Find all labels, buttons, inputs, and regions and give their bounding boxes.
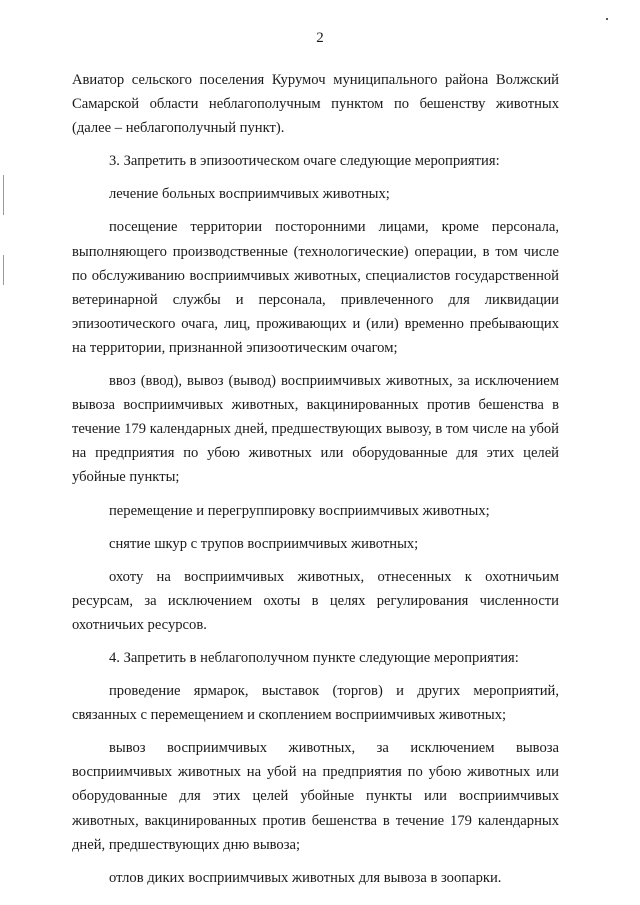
- paragraph-continuation: Авиатор сельского поселения Курумоч муниципального района Волжский Самарской области неблагополучным пунктом по бешенству животных (далее – неблагополучный пункт).: [72, 72, 559, 137]
- paragraph-prohibition-treatment: лечение больных восприимчивых животных;: [109, 186, 390, 203]
- paragraph-prohibition-import-export: ввоз (ввод), вывоз (вывод) восприимчивых животных, за исключением вывоза восприимчивых животных, вакцинированных против бешенства в течение 179 календарных дней, предшествующих вывозу, в том числе на убой на предприятия по убою животных или оборудованные для этих целей убойные пункты;: [72, 373, 559, 486]
- paragraph-prohibition-export: вывоз восприимчивых животных, за исключением вывоза восприимчивых животных на убой на предприятия по убою животных или оборудованные для этих целей убойные пункты или восприимчивых животных, вакцинированных против бешенства в течение 179 календарных дней, предшествующих дню вывоза;: [72, 740, 559, 853]
- document-body: [72, 68, 559, 899]
- paragraph-prohibition-skinning: снятие шкур с трупов восприимчивых животных;: [109, 535, 419, 552]
- page-number: 2: [316, 30, 324, 46]
- paragraph-prohibition-relocation: перемещение и перегруппировку восприимчивых животных;: [109, 502, 490, 519]
- scan-artifact-left: [3, 255, 4, 285]
- scan-artifact-left: [3, 175, 4, 215]
- paragraph-prohibition-capture: отлов диких восприимчивых животных для вывоза в зоопарки.: [109, 869, 502, 886]
- scan-artifact-dot: [606, 18, 608, 20]
- paragraph-item-4-heading: 4. Запретить в неблагополучном пункте следующие мероприятия:: [109, 649, 519, 666]
- paragraph-prohibition-visits: посещение территории посторонними лицами, кроме персонала, выполняющего производственные (технологические) операции, в том числе по обслуживанию восприимчивых животных, специалистов государственной ветеринарной службы и персонала, привлеченного для ликвидации эпизоотического очага, лиц, проживающих и (или) временно пребывающих на территории, признанной эпизоотическим очагом;: [72, 219, 559, 356]
- paragraph-prohibition-hunting: охоту на восприимчивых животных, отнесенных к охотничьим ресурсам, за исключением охоты в целях регулирования численности охотничьих ресурсов.: [72, 568, 559, 633]
- paragraph-item-3-heading: 3. Запретить в эпизоотическом очаге следующие мероприятия:: [109, 153, 500, 170]
- paragraph-prohibition-fairs: проведение ярмарок, выставок (торгов) и других мероприятий, связанных с перемещением и скоплением восприимчивых животных;: [72, 683, 559, 724]
